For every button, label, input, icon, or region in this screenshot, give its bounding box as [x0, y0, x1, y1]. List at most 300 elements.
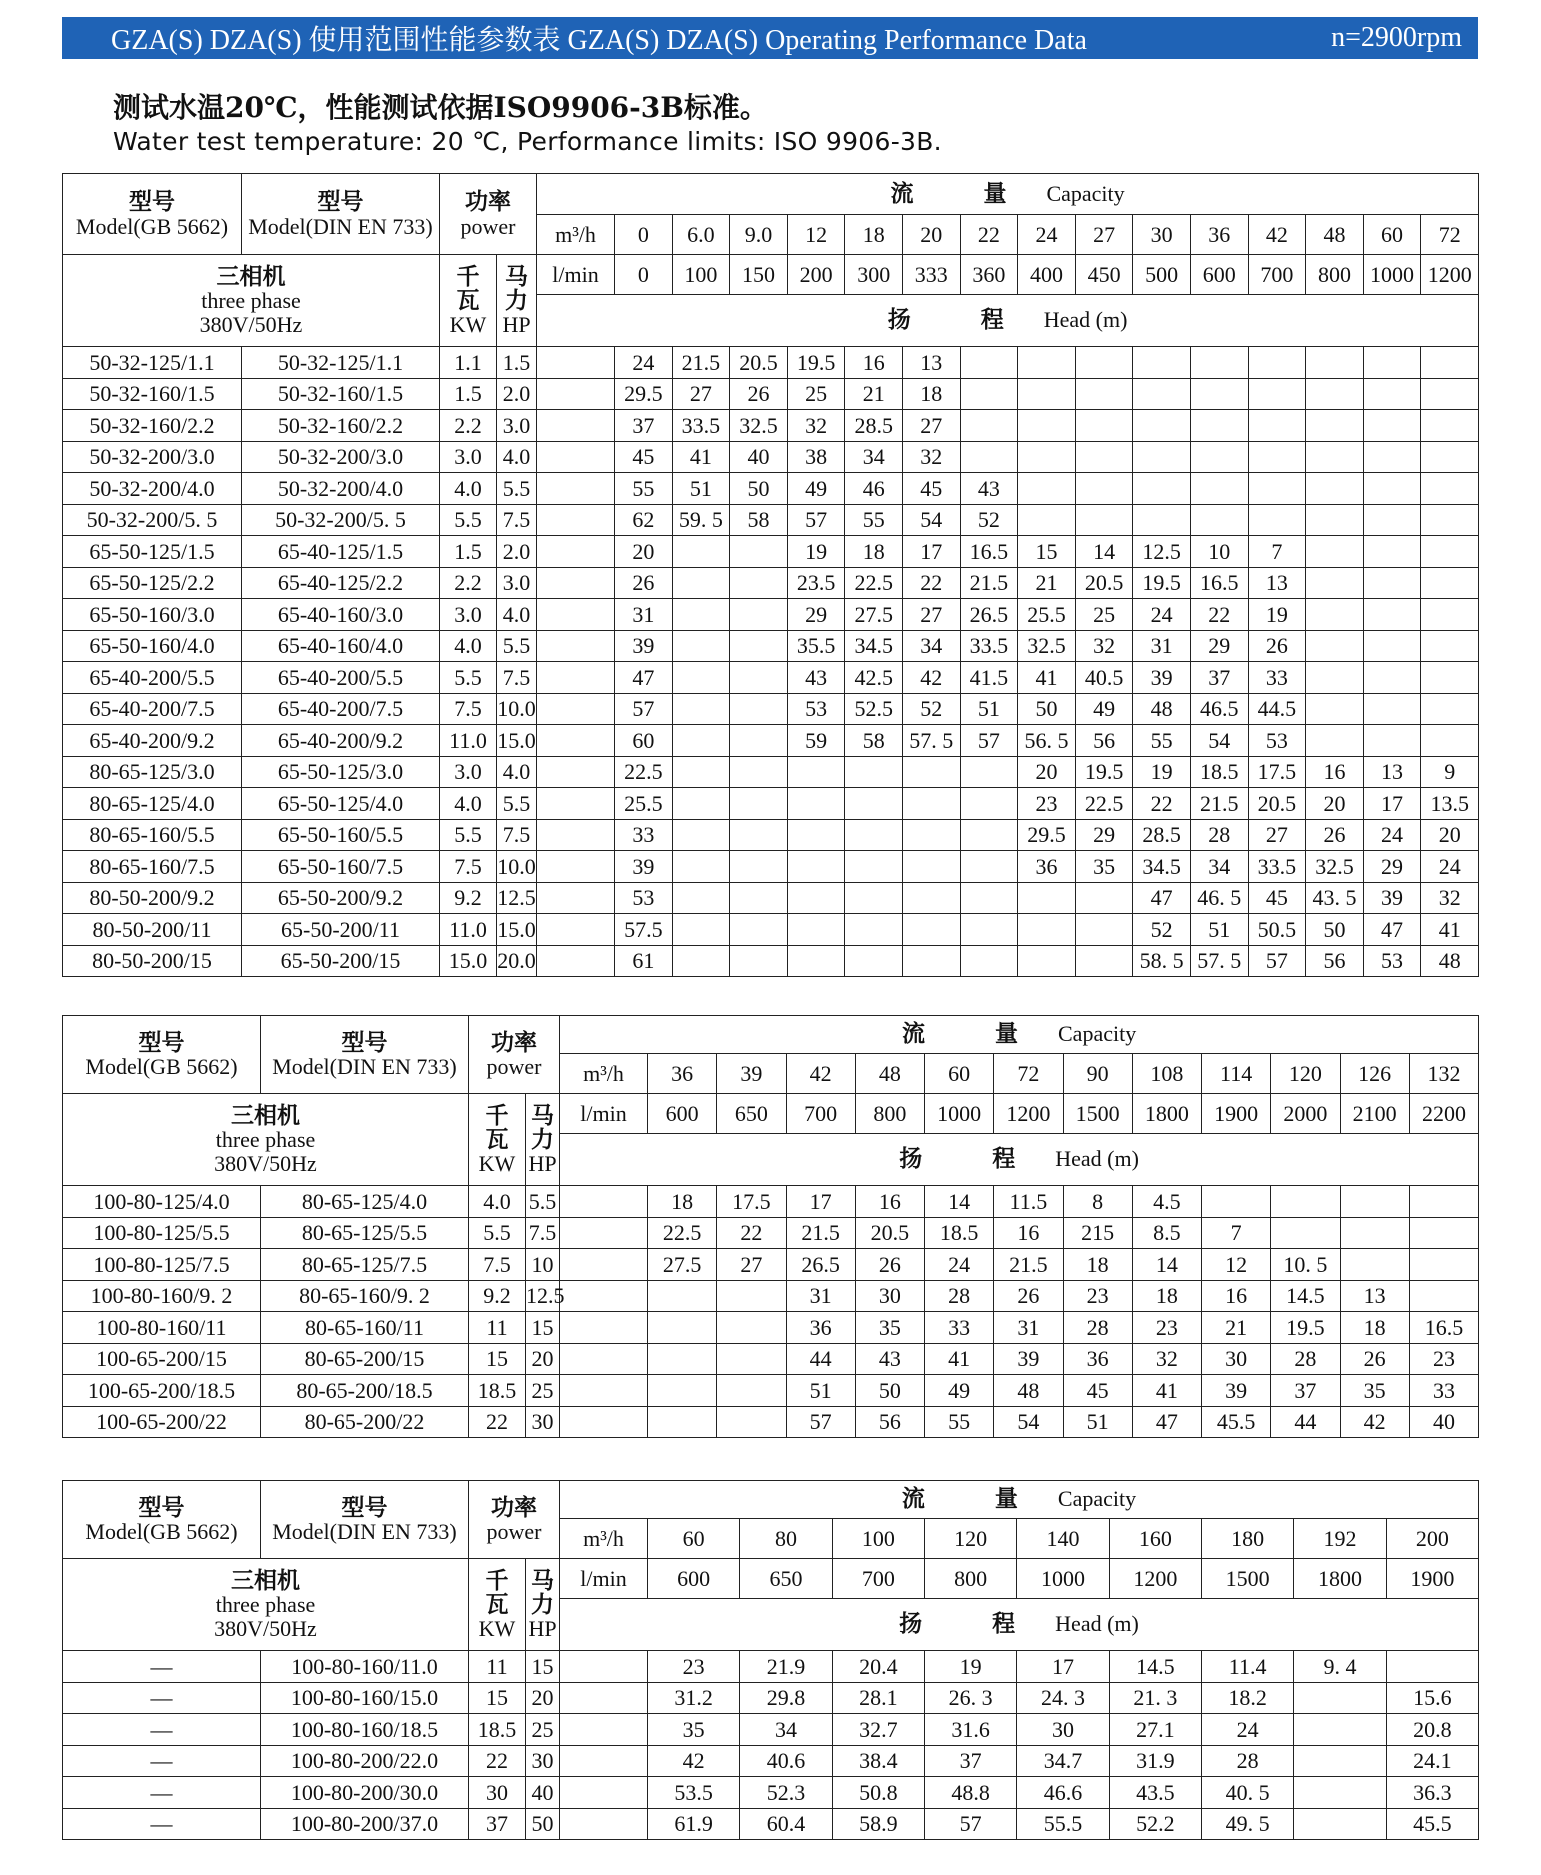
head-value-cell [1075, 945, 1133, 977]
head-value-cell: 55.5 [1017, 1808, 1109, 1840]
head-value-cell: 22.5 [845, 567, 903, 599]
head-value-cell: 24 [1363, 819, 1421, 851]
hp-cell: 15.0 [497, 725, 537, 757]
head-value-cell: 27 [672, 378, 730, 410]
head-value-cell: 14.5 [1109, 1651, 1201, 1683]
kw-cell: 4.0 [469, 1186, 526, 1218]
model-din-cell: 65-40-125/1.5 [242, 536, 440, 568]
head-value-cell: 41.5 [960, 662, 1018, 694]
head-value-cell: 22 [1133, 788, 1191, 820]
model-gb-cell: — [63, 1745, 261, 1777]
head-value-cell [672, 788, 730, 820]
model-din-label: Model(DIN EN 733) [272, 1054, 457, 1080]
head-value-cell: 62 [615, 504, 673, 536]
head-value-cell [730, 851, 788, 883]
head-value-cell: 43.5 [1109, 1777, 1201, 1809]
head-value-cell [1018, 914, 1076, 946]
head-value-cell: 41 [925, 1343, 994, 1375]
head-value-cell [1363, 410, 1421, 442]
head-value-cell: 18 [1063, 1249, 1132, 1281]
head-value-cell: 17 [902, 536, 960, 568]
head-value-cell: 32 [787, 410, 845, 442]
empty-cell [537, 536, 615, 568]
head-value-cell: 26 [1340, 1343, 1409, 1375]
empty-cell [560, 1343, 648, 1375]
table-row [63, 599, 1479, 631]
flow-lmin-cell: 1000 [1363, 255, 1421, 295]
head-value-cell: 50 [730, 473, 788, 505]
head-value-cell: 29.5 [1018, 819, 1076, 851]
flow-m3h-cell: 200 [1386, 1519, 1478, 1559]
head-value-cell [1386, 1651, 1478, 1683]
head-value-cell [1075, 378, 1133, 410]
flow-m3h-cell: 120 [925, 1519, 1017, 1559]
head-value-cell: 14 [1075, 536, 1133, 568]
head-value-cell: 25 [787, 378, 845, 410]
head-value-cell: 26.5 [960, 599, 1018, 631]
head-value-cell: 40 [730, 441, 788, 473]
head-value-cell: 58 [845, 725, 903, 757]
phase-cn-label: 三相机 [231, 1567, 300, 1595]
head-value-cell: 57.5 [615, 914, 673, 946]
kw-cell: 7.5 [440, 851, 497, 883]
table-row [63, 882, 1479, 914]
head-value-cell: 33 [925, 1312, 994, 1344]
head-value-cell: 46. 5 [1190, 882, 1248, 914]
head-value-cell: 16 [845, 347, 903, 379]
head-value-cell [730, 945, 788, 977]
head-value-cell [787, 819, 845, 851]
hp-cell: 15 [526, 1651, 560, 1683]
kw-cell: 5.5 [440, 819, 497, 851]
flow-lmin-cell: 700 [1248, 255, 1306, 295]
flow-lmin-cell: 1500 [1201, 1559, 1293, 1599]
head-value-cell: 4.5 [1132, 1186, 1201, 1218]
head-value-cell [1306, 725, 1364, 757]
head-value-cell: 58. 5 [1133, 945, 1191, 977]
model-gb-label: Model(GB 5662) [85, 1054, 238, 1080]
head-value-cell [1294, 1714, 1386, 1746]
phase-cn-label: 三相机 [216, 263, 286, 291]
flow-m3h-cell: 120 [1271, 1054, 1340, 1094]
head-value-cell: 41 [1132, 1375, 1201, 1407]
head-value-cell [1018, 441, 1076, 473]
head-value-cell: 23 [1409, 1343, 1478, 1375]
head-value-cell [1294, 1682, 1386, 1714]
head-value-cell: 16.5 [1409, 1312, 1478, 1344]
hp-cell: 20.0 [497, 945, 537, 977]
head-value-cell: 21 [845, 378, 903, 410]
head-value-cell: 48.8 [925, 1777, 1017, 1809]
head-value-cell [672, 693, 730, 725]
performance-table-1 [62, 173, 1479, 977]
kw-header [469, 1559, 526, 1651]
head-value-cell: 17.5 [1248, 756, 1306, 788]
flow-lmin-cell: 1000 [925, 1094, 994, 1134]
head-value-cell: 31.2 [648, 1682, 740, 1714]
head-value-cell: 28 [1190, 819, 1248, 851]
head-value-cell: 33.5 [672, 410, 730, 442]
kw-cell: 3.0 [440, 441, 497, 473]
head-value-cell: 37 [615, 410, 673, 442]
head-value-cell [1363, 725, 1421, 757]
unit-m3h-label: m³/h [537, 215, 615, 255]
head-value-cell: 30 [1202, 1343, 1271, 1375]
head-value-cell: 13 [1340, 1280, 1409, 1312]
kw-cell: 37 [469, 1808, 526, 1840]
model-din-cell: 80-65-200/18.5 [261, 1375, 469, 1407]
model-gb-cell: — [63, 1682, 261, 1714]
head-value-cell: 45 [902, 473, 960, 505]
head-value-cell [960, 914, 1018, 946]
head-value-cell: 215 [1063, 1217, 1132, 1249]
head-value-cell [1018, 378, 1076, 410]
head-value-cell: 8.5 [1132, 1217, 1201, 1249]
flow-lmin-cell: 100 [672, 255, 730, 295]
head-value-cell: 27 [1248, 819, 1306, 851]
head-value-cell: 54 [902, 504, 960, 536]
table-row [63, 536, 1479, 568]
kw-cell: 9.2 [440, 882, 497, 914]
table-row [63, 1217, 1479, 1249]
head-cn-label: 程 [992, 1145, 1016, 1173]
model-gb-cell: — [63, 1651, 261, 1683]
table-row [63, 1682, 1479, 1714]
head-value-cell [717, 1343, 786, 1375]
head-value-cell: 32 [1132, 1343, 1201, 1375]
head-value-cell [648, 1406, 717, 1438]
flow-m3h-cell: 42 [786, 1054, 855, 1094]
head-value-cell: 34.5 [845, 630, 903, 662]
head-value-cell: 19.5 [1271, 1312, 1340, 1344]
head-value-cell [1133, 378, 1191, 410]
head-value-cell: 35 [1340, 1375, 1409, 1407]
model-din-cell: 65-50-125/3.0 [242, 756, 440, 788]
flow-m3h-cell: 39 [717, 1054, 786, 1094]
head-value-cell [1363, 693, 1421, 725]
model-gb-label: Model(GB 5662) [75, 213, 229, 239]
head-value-cell: 24 [615, 347, 673, 379]
head-value-cell: 52 [1133, 914, 1191, 946]
head-value-cell [1421, 473, 1479, 505]
head-value-cell: 25.5 [1018, 599, 1076, 631]
head-value-cell: 42 [1340, 1406, 1409, 1438]
head-value-cell: 17 [1363, 788, 1421, 820]
head-value-cell: 21. 3 [1109, 1682, 1201, 1714]
head-value-cell [960, 756, 1018, 788]
power-en-label: power [486, 1054, 542, 1080]
head-value-cell [1075, 473, 1133, 505]
head-value-cell: 35 [1075, 851, 1133, 883]
head-value-cell [1421, 630, 1479, 662]
flow-m3h-cell: 6.0 [672, 215, 730, 255]
power-cn-label: 功率 [491, 1028, 537, 1056]
head-value-cell: 33 [1248, 662, 1306, 694]
head-value-cell: 55 [845, 504, 903, 536]
head-value-cell: 28.1 [832, 1682, 924, 1714]
head-value-cell: 50.8 [832, 1777, 924, 1809]
head-value-cell: 59 [787, 725, 845, 757]
head-value-cell [960, 441, 1018, 473]
head-value-cell [717, 1312, 786, 1344]
head-value-cell [672, 662, 730, 694]
kw-cell: 11 [469, 1312, 526, 1344]
model-din-cell: 50-32-200/3.0 [242, 441, 440, 473]
head-value-cell [960, 851, 1018, 883]
head-value-cell: 41 [672, 441, 730, 473]
head-value-cell: 20 [1306, 788, 1364, 820]
flow-lmin-cell: 700 [832, 1559, 924, 1599]
head-value-cell: 56 [1306, 945, 1364, 977]
power-header [440, 174, 537, 255]
model-gb-cell: 65-40-200/5.5 [63, 662, 242, 694]
model-din-cell: 50-32-160/1.5 [242, 378, 440, 410]
head-value-cell [1190, 410, 1248, 442]
table-row [63, 1343, 1479, 1375]
head-value-cell: 50 [1306, 914, 1364, 946]
table-row [63, 410, 1479, 442]
model-din-cell: 50-32-160/2.2 [242, 410, 440, 442]
empty-cell [537, 662, 615, 694]
head-value-cell: 46.5 [1190, 693, 1248, 725]
flow-m3h-cell: 24 [1018, 215, 1076, 255]
head-value-cell: 31 [615, 599, 673, 631]
head-value-cell: 40.5 [1075, 662, 1133, 694]
three-phase-header [63, 1094, 469, 1186]
head-value-cell: 47 [1133, 882, 1191, 914]
head-value-cell: 33.5 [1248, 851, 1306, 883]
flow-lmin-cell: 0 [615, 255, 673, 295]
hp-cell: 25 [526, 1375, 560, 1407]
model-din-cell: 80-65-160/9. 2 [261, 1280, 469, 1312]
empty-cell [560, 1249, 648, 1281]
head-value-cell: 29.5 [615, 378, 673, 410]
kw-cell: 7.5 [469, 1249, 526, 1281]
head-value-cell: 28 [925, 1280, 994, 1312]
hp-cell: 4.0 [497, 756, 537, 788]
head-value-cell [845, 914, 903, 946]
three-phase-header [63, 1559, 469, 1651]
model-gb-cell: 100-80-125/5.5 [63, 1217, 261, 1249]
head-value-cell [1248, 473, 1306, 505]
table-row [63, 567, 1479, 599]
hp-header [497, 255, 537, 347]
head-value-cell: 43 [787, 662, 845, 694]
head-value-cell: 29 [1190, 630, 1248, 662]
head-value-cell: 55 [925, 1406, 994, 1438]
empty-cell [537, 378, 615, 410]
table-row [63, 1280, 1479, 1312]
kw-cell: 18.5 [469, 1714, 526, 1746]
empty-cell [560, 1406, 648, 1438]
head-value-cell [730, 819, 788, 851]
head-value-cell: 28 [1271, 1343, 1340, 1375]
flow-cn-label: 量 [994, 1485, 1018, 1513]
table-row [63, 441, 1479, 473]
model-cn-label: 型号 [317, 188, 364, 216]
head-value-cell [1340, 1249, 1409, 1281]
model-gb-header [63, 1481, 261, 1559]
hp-cn-label: 马力 [531, 1101, 554, 1153]
model-din-cell: 65-40-160/3.0 [242, 599, 440, 631]
head-value-cell: 27.1 [1109, 1714, 1201, 1746]
model-din-cell: 65-50-125/4.0 [242, 788, 440, 820]
head-value-cell: 21 [1202, 1312, 1271, 1344]
head-value-cell: 53.5 [648, 1777, 740, 1809]
hp-cell: 10.0 [497, 851, 537, 883]
head-value-cell [1306, 504, 1364, 536]
flow-m3h-cell: 60 [925, 1054, 994, 1094]
kw-cn-label: 千瓦 [485, 1566, 509, 1618]
head-value-cell: 20.8 [1386, 1714, 1478, 1746]
head-value-cell [1075, 914, 1133, 946]
empty-cell [537, 410, 615, 442]
flow-m3h-cell: 9.0 [730, 215, 788, 255]
kw-label: KW [478, 1151, 516, 1177]
model-din-cell: 50-32-200/5. 5 [242, 504, 440, 536]
head-value-cell: 29 [787, 599, 845, 631]
head-value-cell: 40. 5 [1201, 1777, 1293, 1809]
hp-cell: 10 [526, 1249, 560, 1281]
model-gb-cell: 100-80-125/7.5 [63, 1249, 261, 1281]
head-value-cell: 31 [1133, 630, 1191, 662]
head-value-cell [730, 725, 788, 757]
head-value-cell: 20.5 [1075, 567, 1133, 599]
flow-m3h-cell: 48 [855, 1054, 924, 1094]
model-gb-cell: 65-40-200/7.5 [63, 693, 242, 725]
empty-cell [560, 1682, 648, 1714]
flow-m3h-cell: 132 [1409, 1054, 1478, 1094]
head-value-cell [717, 1280, 786, 1312]
table-row [63, 662, 1479, 694]
head-value-cell: 24 [1133, 599, 1191, 631]
head-value-cell [960, 378, 1018, 410]
head-value-cell: 13 [1363, 756, 1421, 788]
flow-m3h-cell: 192 [1294, 1519, 1386, 1559]
head-value-cell: 34.5 [1133, 851, 1191, 883]
head-value-cell: 7 [1202, 1217, 1271, 1249]
head-value-cell: 16 [1306, 756, 1364, 788]
head-value-cell: 21.5 [786, 1217, 855, 1249]
head-value-cell [845, 756, 903, 788]
table-row [63, 630, 1479, 662]
head-value-cell: 18 [648, 1186, 717, 1218]
head-value-cell: 26 [855, 1249, 924, 1281]
head-value-cell [717, 1375, 786, 1407]
head-value-cell: 19 [925, 1651, 1017, 1683]
model-gb-cell: 80-50-200/15 [63, 945, 242, 977]
head-value-cell: 58.9 [832, 1808, 924, 1840]
head-value-cell [1190, 347, 1248, 379]
model-din-header [242, 174, 440, 255]
head-value-cell [960, 819, 1018, 851]
flow-lmin-cell: 800 [1306, 255, 1364, 295]
model-cn-label: 型号 [138, 1028, 185, 1056]
speed-label: n=2900rpm [1331, 22, 1462, 53]
head-value-cell [1363, 662, 1421, 694]
head-value-cell: 15.6 [1386, 1682, 1478, 1714]
head-value-cell [1363, 378, 1421, 410]
model-gb-header [63, 174, 242, 255]
head-value-cell [902, 914, 960, 946]
head-value-cell [672, 536, 730, 568]
hp-cell: 12.5 [497, 882, 537, 914]
head-value-cell: 20.5 [1248, 788, 1306, 820]
capacity-header [560, 1016, 1479, 1054]
phase-spec-label: 380V/50Hz [199, 311, 303, 337]
capacity-header [560, 1481, 1479, 1519]
head-value-cell: 29 [1363, 851, 1421, 883]
kw-label: KW [478, 1616, 516, 1642]
head-value-cell [1306, 630, 1364, 662]
head-value-cell [787, 788, 845, 820]
hp-cell: 5.5 [497, 630, 537, 662]
head-value-cell: 30 [855, 1280, 924, 1312]
head-value-cell [1018, 945, 1076, 977]
head-value-cell: 9. 4 [1294, 1651, 1386, 1683]
head-value-cell: 39 [1202, 1375, 1271, 1407]
head-value-cell: 38 [787, 441, 845, 473]
head-value-cell [1363, 347, 1421, 379]
empty-cell [560, 1280, 648, 1312]
head-value-cell [1421, 536, 1479, 568]
empty-cell [537, 945, 615, 977]
head-value-cell: 23 [1063, 1280, 1132, 1312]
head-en-label: Head (m) [1055, 1611, 1139, 1637]
table-row [63, 914, 1479, 946]
head-value-cell: 19.5 [787, 347, 845, 379]
head-value-cell: 51 [672, 473, 730, 505]
head-value-cell: 34 [902, 630, 960, 662]
table-row [63, 1312, 1479, 1344]
table-row [63, 473, 1479, 505]
model-gb-cell: 80-65-125/4.0 [63, 788, 242, 820]
model-gb-cell: 50-32-160/1.5 [63, 378, 242, 410]
head-value-cell: 31 [994, 1312, 1063, 1344]
model-din-cell: 65-50-200/11 [242, 914, 440, 946]
head-value-cell: 29.8 [740, 1682, 832, 1714]
head-value-cell: 53 [615, 882, 673, 914]
head-value-cell: 31.6 [925, 1714, 1017, 1746]
head-value-cell: 19.5 [1075, 756, 1133, 788]
head-value-cell: 32.5 [730, 410, 788, 442]
kw-header [440, 255, 497, 347]
model-gb-cell: 50-32-200/5. 5 [63, 504, 242, 536]
empty-cell [537, 725, 615, 757]
flow-lmin-cell: 600 [648, 1094, 717, 1134]
head-value-cell: 61.9 [648, 1808, 740, 1840]
head-value-cell [1421, 504, 1479, 536]
head-value-cell: 39 [1133, 662, 1191, 694]
head-value-cell: 34 [1190, 851, 1248, 883]
flow-lmin-cell: 333 [902, 255, 960, 295]
flow-m3h-cell: 27 [1075, 215, 1133, 255]
head-value-cell: 13 [902, 347, 960, 379]
head-value-cell [1018, 504, 1076, 536]
phase-cn-label: 三相机 [231, 1102, 300, 1130]
head-value-cell: 8 [1063, 1186, 1132, 1218]
flow-lmin-cell: 700 [786, 1094, 855, 1134]
empty-cell [560, 1714, 648, 1746]
head-value-cell [1421, 567, 1479, 599]
head-header [537, 295, 1479, 347]
head-value-cell [1363, 536, 1421, 568]
head-value-cell: 20 [1018, 756, 1076, 788]
head-value-cell: 43. 5 [1306, 882, 1364, 914]
model-din-cell: 65-50-200/15 [242, 945, 440, 977]
unit-m3h-label: m³/h [560, 1054, 648, 1094]
unit-lmin-label: l/min [560, 1094, 648, 1134]
